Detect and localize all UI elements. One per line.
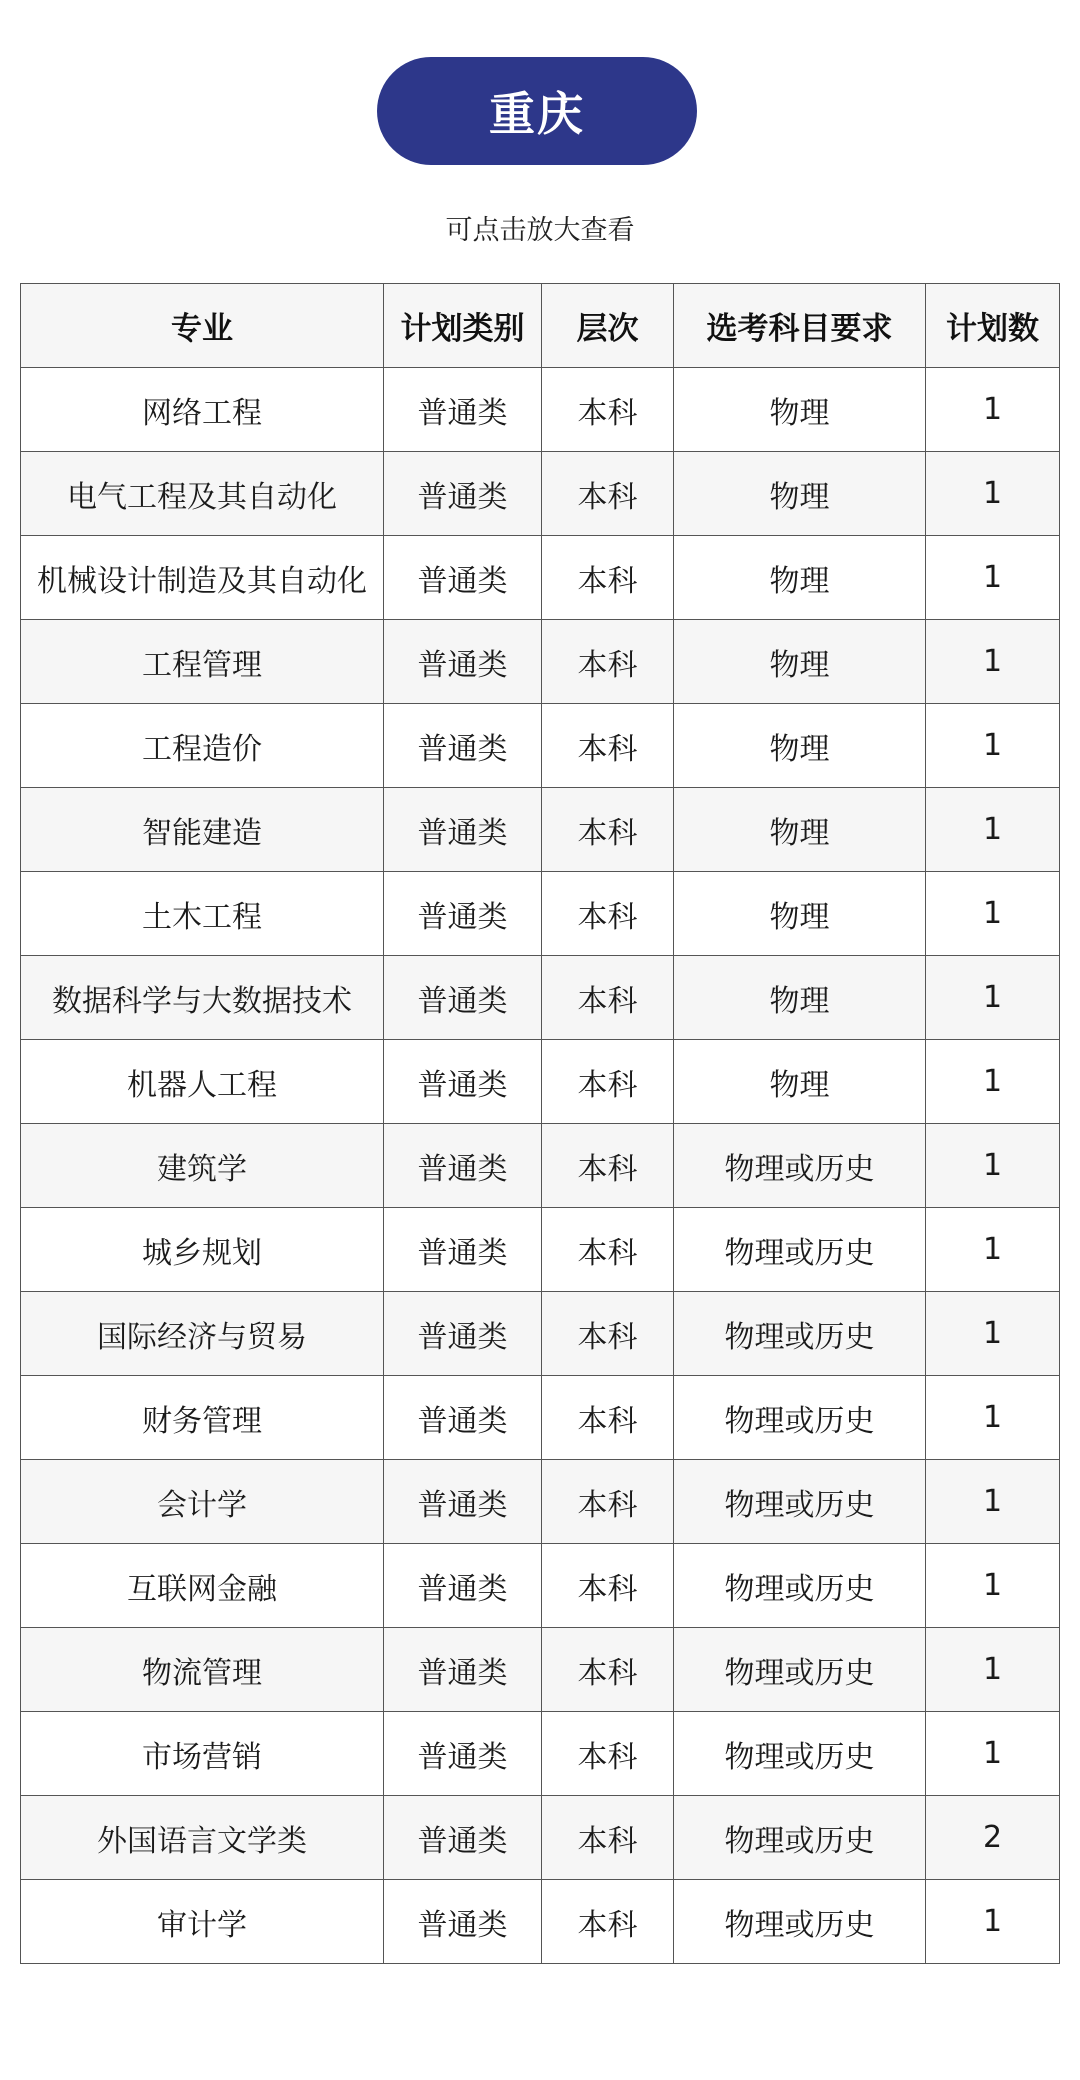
cell-major: 机器人工程 — [21, 1040, 384, 1124]
table-row — [21, 788, 1060, 872]
cell-major: 工程造价 — [21, 704, 384, 788]
table-row — [21, 452, 1060, 536]
cell-major: 数据科学与大数据技术 — [21, 956, 384, 1040]
cell-major: 电气工程及其自动化 — [21, 452, 384, 536]
cell-level: 本科 — [542, 1544, 674, 1628]
table-row — [21, 1544, 1060, 1628]
table-row — [21, 1292, 1060, 1376]
table-body — [21, 368, 1060, 1964]
cell-subjects: 物理或历史 — [674, 1208, 926, 1292]
cell-count: 1 — [926, 536, 1060, 620]
cell-level: 本科 — [542, 368, 674, 452]
cell-subjects: 物理或历史 — [674, 1712, 926, 1796]
cell-level: 本科 — [542, 1460, 674, 1544]
cell-count: 1 — [926, 620, 1060, 704]
table-row — [21, 1376, 1060, 1460]
cell-subjects: 物理或历史 — [674, 1124, 926, 1208]
cell-plan-type: 普通类 — [384, 452, 542, 536]
cell-level: 本科 — [542, 452, 674, 536]
cell-count: 1 — [926, 704, 1060, 788]
cell-count: 1 — [926, 1460, 1060, 1544]
cell-subjects: 物理 — [674, 872, 926, 956]
cell-major: 物流管理 — [21, 1628, 384, 1712]
table-row — [21, 956, 1060, 1040]
zoom-hint: 可点击放大查看 — [445, 215, 635, 246]
cell-level: 本科 — [542, 704, 674, 788]
cell-level: 本科 — [542, 1880, 674, 1964]
header-plan-type: 计划类别 — [384, 284, 542, 368]
cell-level: 本科 — [542, 536, 674, 620]
cell-level: 本科 — [542, 620, 674, 704]
cell-major: 机械设计制造及其自动化 — [21, 536, 384, 620]
cell-major: 城乡规划 — [21, 1208, 384, 1292]
cell-major: 智能建造 — [21, 788, 384, 872]
cell-count: 1 — [926, 368, 1060, 452]
cell-major: 互联网金融 — [21, 1544, 384, 1628]
table-row — [21, 620, 1060, 704]
cell-plan-type: 普通类 — [384, 872, 542, 956]
cell-count: 1 — [926, 452, 1060, 536]
cell-subjects: 物理 — [674, 1040, 926, 1124]
table-row — [21, 536, 1060, 620]
cell-plan-type: 普通类 — [384, 956, 542, 1040]
cell-subjects: 物理 — [674, 620, 926, 704]
cell-level: 本科 — [542, 1040, 674, 1124]
cell-major: 网络工程 — [21, 368, 384, 452]
cell-subjects: 物理 — [674, 788, 926, 872]
cell-level: 本科 — [542, 788, 674, 872]
cell-subjects: 物理或历史 — [674, 1628, 926, 1712]
cell-major: 市场营销 — [21, 1712, 384, 1796]
cell-plan-type: 普通类 — [384, 1796, 542, 1880]
cell-level: 本科 — [542, 956, 674, 1040]
cell-count: 2 — [926, 1796, 1060, 1880]
header-major: 专业 — [21, 284, 384, 368]
cell-count: 1 — [926, 1208, 1060, 1292]
cell-plan-type: 普通类 — [384, 1040, 542, 1124]
header-row — [21, 284, 1060, 368]
cell-subjects: 物理或历史 — [674, 1376, 926, 1460]
cell-major: 工程管理 — [21, 620, 384, 704]
cell-level: 本科 — [542, 1292, 674, 1376]
table-row — [21, 1712, 1060, 1796]
enrollment-plan-table — [20, 283, 1060, 1964]
cell-level: 本科 — [542, 1628, 674, 1712]
cell-level: 本科 — [542, 1376, 674, 1460]
table-row — [21, 1208, 1060, 1292]
cell-count: 1 — [926, 1628, 1060, 1712]
table-row — [21, 368, 1060, 452]
header-subjects: 选考科目要求 — [674, 284, 926, 368]
cell-plan-type: 普通类 — [384, 1292, 542, 1376]
cell-major: 外国语言文学类 — [21, 1796, 384, 1880]
cell-subjects: 物理 — [674, 704, 926, 788]
cell-major: 建筑学 — [21, 1124, 384, 1208]
cell-count: 1 — [926, 872, 1060, 956]
cell-count: 1 — [926, 1040, 1060, 1124]
table-row — [21, 1628, 1060, 1712]
cell-level: 本科 — [542, 1124, 674, 1208]
cell-plan-type: 普通类 — [384, 788, 542, 872]
cell-plan-type: 普通类 — [384, 368, 542, 452]
cell-subjects: 物理 — [674, 956, 926, 1040]
header-count: 计划数 — [926, 284, 1060, 368]
cell-subjects: 物理或历史 — [674, 1796, 926, 1880]
cell-plan-type: 普通类 — [384, 1628, 542, 1712]
cell-subjects: 物理 — [674, 368, 926, 452]
cell-major: 财务管理 — [21, 1376, 384, 1460]
cell-subjects: 物理或历史 — [674, 1292, 926, 1376]
cell-plan-type: 普通类 — [384, 1460, 542, 1544]
cell-plan-type: 普通类 — [384, 1208, 542, 1292]
cell-count: 1 — [926, 1292, 1060, 1376]
cell-major: 审计学 — [21, 1880, 384, 1964]
cell-count: 1 — [926, 1712, 1060, 1796]
cell-subjects: 物理或历史 — [674, 1544, 926, 1628]
cell-plan-type: 普通类 — [384, 620, 542, 704]
header-level: 层次 — [542, 284, 674, 368]
cell-count: 1 — [926, 788, 1060, 872]
cell-plan-type: 普通类 — [384, 1544, 542, 1628]
cell-plan-type: 普通类 — [384, 704, 542, 788]
cell-count: 1 — [926, 1544, 1060, 1628]
cell-count: 1 — [926, 1880, 1060, 1964]
cell-level: 本科 — [542, 1712, 674, 1796]
cell-count: 1 — [926, 956, 1060, 1040]
table-row — [21, 1460, 1060, 1544]
cell-subjects: 物理 — [674, 452, 926, 536]
cell-level: 本科 — [542, 872, 674, 956]
table-header — [21, 284, 1060, 368]
cell-major: 土木工程 — [21, 872, 384, 956]
cell-plan-type: 普通类 — [384, 1124, 542, 1208]
cell-count: 1 — [926, 1376, 1060, 1460]
table-row — [21, 1796, 1060, 1880]
table-row — [21, 1124, 1060, 1208]
cell-plan-type: 普通类 — [384, 1712, 542, 1796]
cell-plan-type: 普通类 — [384, 1880, 542, 1964]
table-row — [21, 1040, 1060, 1124]
table-row — [21, 872, 1060, 956]
cell-level: 本科 — [542, 1796, 674, 1880]
table-row — [21, 1880, 1060, 1964]
cell-plan-type: 普通类 — [384, 1376, 542, 1460]
cell-subjects: 物理或历史 — [674, 1460, 926, 1544]
cell-count: 1 — [926, 1124, 1060, 1208]
cell-subjects: 物理或历史 — [674, 1880, 926, 1964]
region-title: 重庆 — [377, 57, 697, 165]
cell-major: 会计学 — [21, 1460, 384, 1544]
cell-subjects: 物理 — [674, 536, 926, 620]
cell-plan-type: 普通类 — [384, 536, 542, 620]
cell-major: 国际经济与贸易 — [21, 1292, 384, 1376]
table-row — [21, 704, 1060, 788]
cell-level: 本科 — [542, 1208, 674, 1292]
